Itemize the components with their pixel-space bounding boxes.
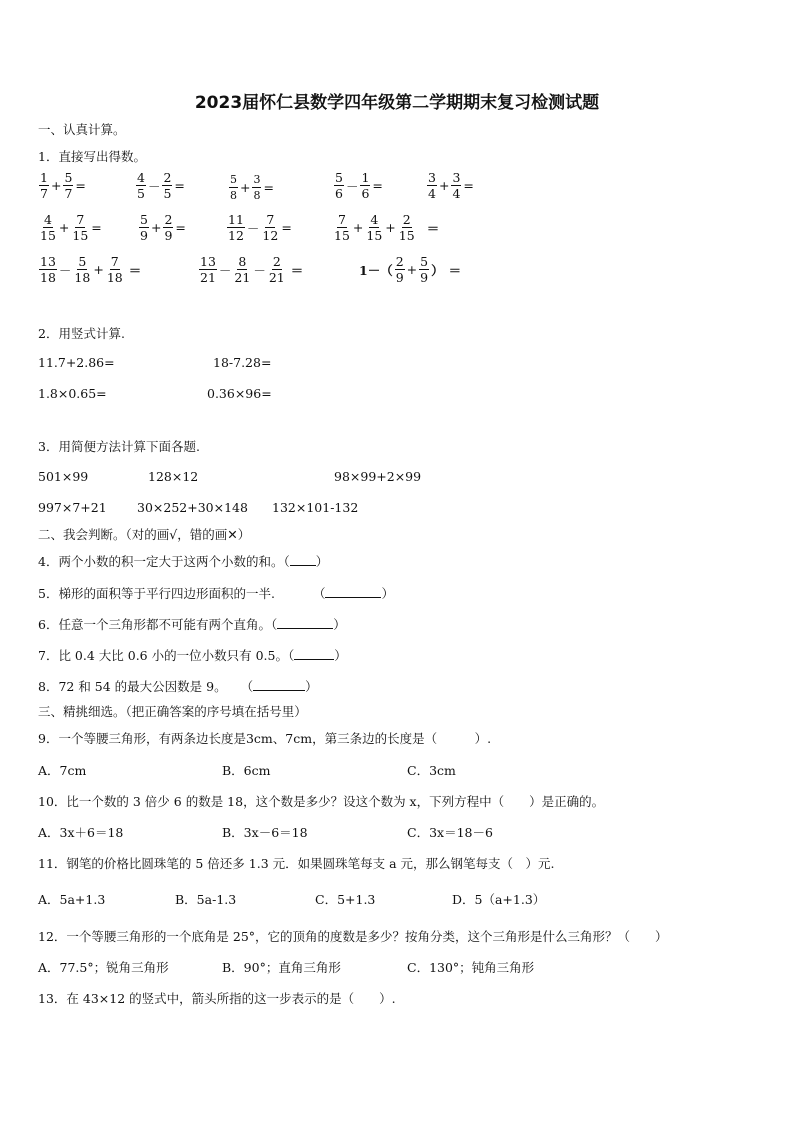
calc-item: 30×252+30×148 xyxy=(137,500,248,515)
question-3-title: 3．用简便方法计算下面各题. xyxy=(38,439,200,454)
option-d: D．5（a+1.3） xyxy=(452,892,546,907)
option-a: A．5a+1.3 xyxy=(38,892,106,907)
judge-item-4: 4．两个小数的积一定大于这两个小数的和。（ ） xyxy=(38,554,329,569)
option-b: B．3x－6＝18 xyxy=(222,825,308,840)
judge-item-8: 8．72 和 54 的最大公因数是 9。 （ ） xyxy=(38,679,318,694)
question-11-stem: 11．钢笔的价格比圆珠笔的 5 倍还多 1.3 元．如果圆珠笔每支 a 元，那么钢笔每支（ ）元. xyxy=(38,856,555,871)
option-b: B．6cm xyxy=(222,763,271,778)
fraction-expr-8: $\frac{11}{12}$ － $\frac{7}{12}$ = xyxy=(228,212,292,243)
fraction-expr-7: $\frac{5}{9}$ + $\frac{2}{9}$ = xyxy=(140,212,186,243)
option-c: C．130°；钝角三角形 xyxy=(407,960,535,975)
option-a: A．7cm xyxy=(38,763,87,778)
option-c: C．3x＝18－6 xyxy=(407,825,493,840)
fraction-expr-4: $\frac{5}{6}$ － $\frac{1}{6}$ = xyxy=(335,170,383,201)
option-a: A．77.5°；锐角三角形 xyxy=(38,960,169,975)
fraction-expr-11: $\frac{13}{21}$ － $\frac{8}{21}$ － $\frac{2}{21}$ ＝ xyxy=(200,254,304,285)
calc-item: 18-7.28= xyxy=(213,355,272,370)
question-9-stem: 9．一个等腰三角形，有两条边长度是3cm、7cm，第三条边的长度是（ ）. xyxy=(38,731,492,746)
fraction-expr-2: $\frac{4}{5}$ － $\frac{2}{5}$ = xyxy=(137,170,185,201)
judge-item-7: 7．比 0.4 大比 0.6 小的一位小数只有 0.5。（ ） xyxy=(38,648,347,663)
question-12-stem: 12．一个等腰三角形的一个底角是 25°，它的顶角的度数是多少？按角分类，这个三角形是什么三角形？（ ） xyxy=(38,929,668,944)
question-10-stem: 10．比一个数的 3 倍少 6 的数是 18，这个数是多少？设这个数为 x，下列方程中（ ）是正确的。 xyxy=(38,794,605,809)
option-b: B．5a-1.3 xyxy=(175,892,237,907)
judge-item-5: 5．梯形的面积等于平行四边形面积的一半. （ ） xyxy=(38,586,394,601)
calc-item: 98×99+2×99 xyxy=(334,469,422,484)
section-heading-2: 二、我会判断。（对的画√，错的画✕） xyxy=(38,527,251,542)
answer-blank[interactable] xyxy=(277,628,333,629)
calc-item: 128×12 xyxy=(148,469,199,484)
fraction-expr-9: $\frac{7}{15}$ + $\frac{4}{15}$ + $\frac{2}{15}$ ＝ xyxy=(334,212,440,243)
option-b: B．90°；直角三角形 xyxy=(222,960,341,975)
answer-blank[interactable] xyxy=(325,597,381,598)
option-c: C．5+1.3 xyxy=(315,892,376,907)
calc-item: 1.8×0.65= xyxy=(38,386,107,401)
fraction-expr-12: 1－（ $\frac{2}{9}$ + $\frac{5}{9}$ ） ＝ xyxy=(359,254,462,285)
calc-item: 11.7+2.86= xyxy=(38,355,115,370)
question-2-title: 2．用竖式计算. xyxy=(38,326,125,341)
page-title: 2023届怀仁县数学四年级第二学期期末复习检测试题 xyxy=(194,93,600,113)
fraction-expr-10: $\frac{13}{18}$ － $\frac{5}{18}$ + $\frac{7}{18}$ ＝ xyxy=(40,254,142,285)
answer-blank[interactable] xyxy=(290,565,316,566)
section-heading-1: 一、认真计算。 xyxy=(38,122,126,137)
answer-blank[interactable] xyxy=(253,690,305,691)
fraction-expr-5: $\frac{3}{4}$ + $\frac{3}{4}$ = xyxy=(428,170,474,201)
calc-item: 997×7+21 xyxy=(38,500,107,515)
judge-item-6: 6．任意一个三角形都不可能有两个直角。（ ） xyxy=(38,617,346,632)
answer-blank[interactable] xyxy=(294,659,334,660)
question-13-stem: 13．在 43×12 的竖式中，箭头所指的这一步表示的是（ ）. xyxy=(38,991,396,1006)
fraction-expr-1: $\frac{1}{7}$ + $\frac{5}{7}$ = xyxy=(40,170,86,201)
option-a: A．3x＋6＝18 xyxy=(38,825,124,840)
fraction-expr-6: $\frac{4}{15}$ + $\frac{7}{15}$ = xyxy=(40,212,102,243)
question-1-title: 1．直接写出得数。 xyxy=(38,149,146,164)
section-heading-3: 三、精挑细选。（把正确答案的序号填在括号里） xyxy=(38,704,307,719)
calc-item: 132×101-132 xyxy=(272,500,359,515)
fraction-expr-3: $\frac{5}{8}$ + $\frac{3}{8}$ = xyxy=(230,173,274,202)
calc-item: 0.36×96= xyxy=(207,386,272,401)
option-c: C．3cm xyxy=(407,763,456,778)
calc-item: 501×99 xyxy=(38,469,89,484)
